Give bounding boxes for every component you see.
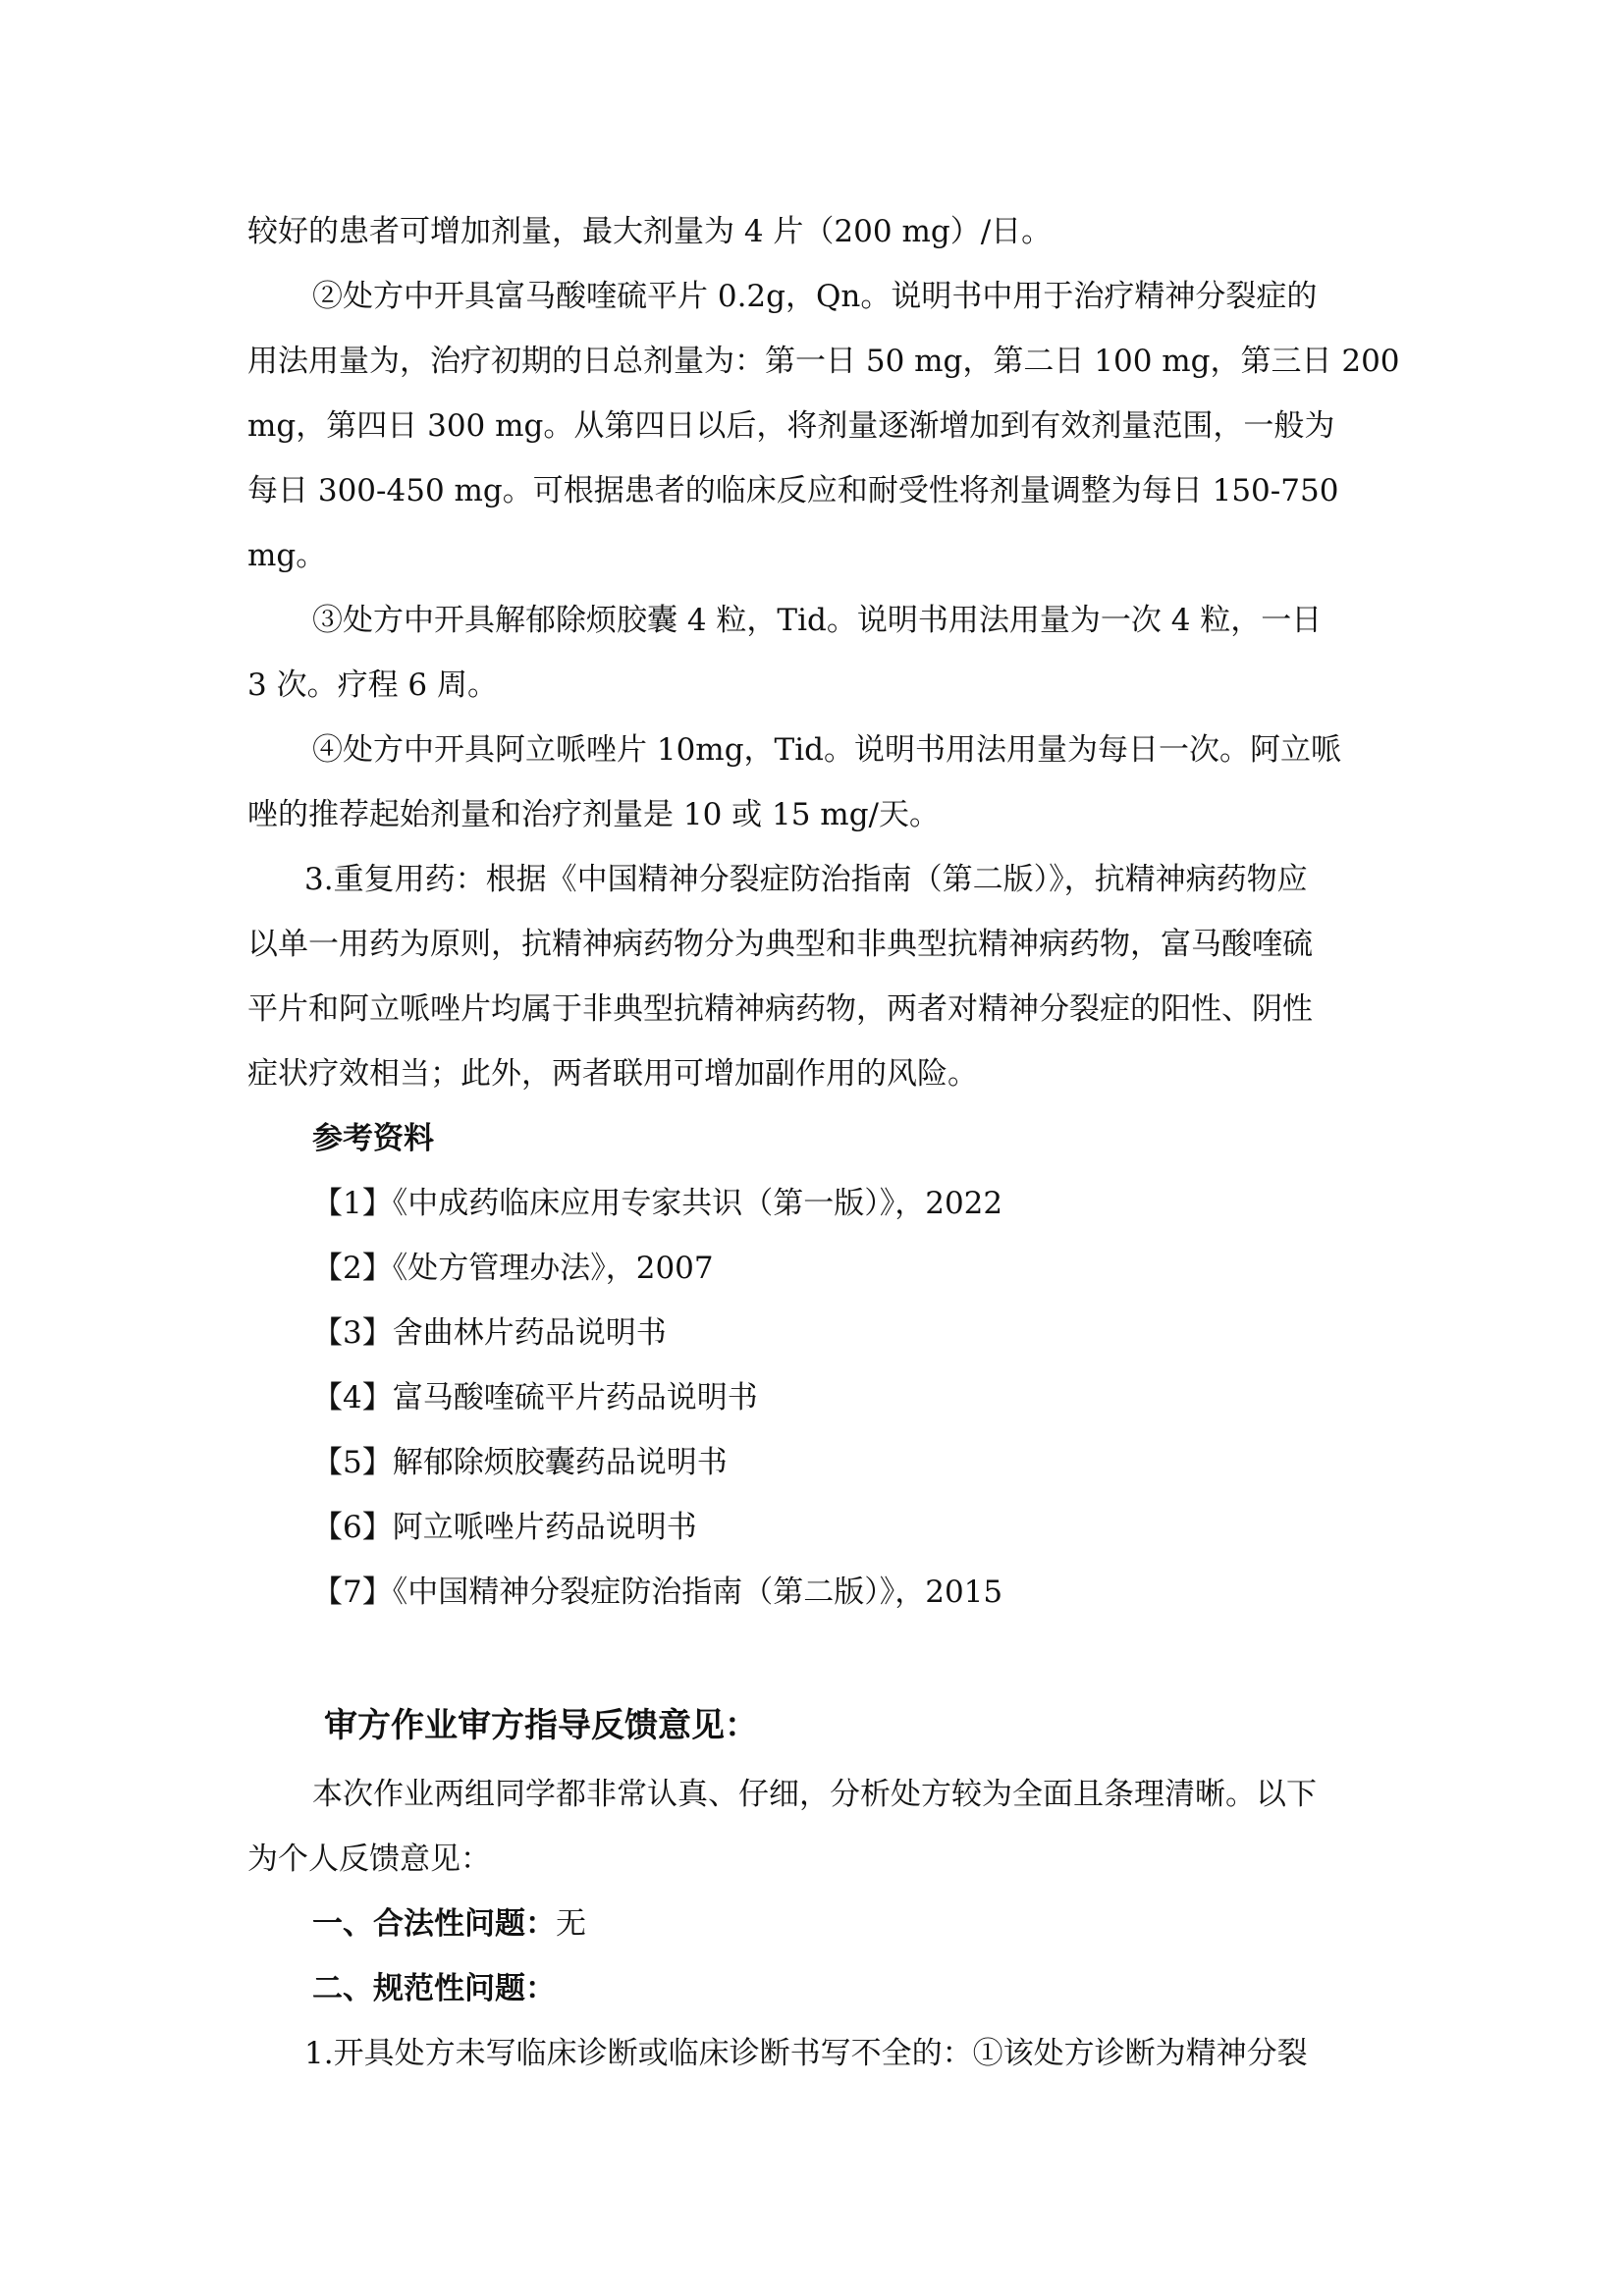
text-line: mg。: [247, 538, 327, 573]
text-line: ②处方中开具富马酸喹硫平片 0.2g，Qn。说明书中用于治疗精神分裂症的: [312, 279, 1318, 314]
reference-item: 【2】《处方管理办法》，2007: [312, 1251, 714, 1286]
text-line: mg，第四日 300 mg。从第四日以后，将剂量逐渐增加到有效剂量范围，一般为: [247, 408, 1335, 444]
legality-label: 一、合法性问题：: [312, 1906, 556, 1942]
text-line: 1.开具处方未写临床诊断或临床诊断书写不全的：①该处方诊断为精神分裂: [304, 2036, 1308, 2071]
references-title: 参考资料: [312, 1121, 434, 1156]
text-line: 用法用量为，治疗初期的日总剂量为：第一日 50 mg，第二日 100 mg，第三日 200: [247, 344, 1400, 379]
text-line: 为个人反馈意见：: [247, 1842, 491, 1877]
reference-item: 【1】《中成药临床应用专家共识（第一版）》，2022: [312, 1186, 1003, 1221]
reference-item: 【7】《中国精神分裂症防治指南（第二版）》，2015: [312, 1575, 1003, 1610]
text-line: 以单一用药为原则，抗精神病药物分为典型和非典型抗精神病药物，富马酸喹硫: [247, 927, 1313, 962]
reference-item: 【3】舍曲林片药品说明书: [312, 1315, 667, 1351]
text-line: 唑的推荐起始剂量和治疗剂量是 10 或 15 mg/天。: [247, 797, 940, 832]
text-line: 每日 300-450 mg。可根据患者的临床反应和耐受性将剂量调整为每日 150-750: [247, 473, 1339, 508]
legality-row: [312, 1902, 1451, 1946]
text-line: 3 次。疗程 6 周。: [247, 667, 499, 703]
legality-value: 无: [556, 1906, 586, 1942]
normative-label: 二、规范性问题：: [312, 1971, 556, 2006]
reference-item: 【4】富马酸喹硫平片药品说明书: [312, 1380, 758, 1415]
text-line: 症状疗效相当；此外，两者联用可增加副作用的风险。: [247, 1056, 978, 1092]
text-line: 本次作业两组同学都非常认真、仔细，分析处方较为全面且条理清晰。以下: [312, 1777, 1317, 1812]
text-line: 3.重复用药：根据《中国精神分裂症防治指南（第二版）》，抗精神病药物应: [304, 862, 1308, 897]
text-line: 平片和阿立哌唑片均属于非典型抗精神病药物，两者对精神分裂症的阳性、阴性: [247, 991, 1313, 1027]
text-line: 较好的患者可增加剂量，最大剂量为 4 片（200 mg）/日。: [247, 214, 1053, 249]
reference-item: 【6】阿立哌唑片药品说明书: [312, 1510, 697, 1545]
text-line: ④处方中开具阿立哌唑片 10mg，Tid。说明书用法用量为每日一次。阿立哌: [312, 732, 1341, 768]
feedback-heading: 审方作业审方指导反馈意见：: [324, 1706, 758, 1745]
text-line: ③处方中开具解郁除烦胶囊 4 粒，Tid。说明书用法用量为一次 4 粒，一日: [312, 603, 1323, 638]
reference-item: 【5】解郁除烦胶囊药品说明书: [312, 1445, 728, 1480]
